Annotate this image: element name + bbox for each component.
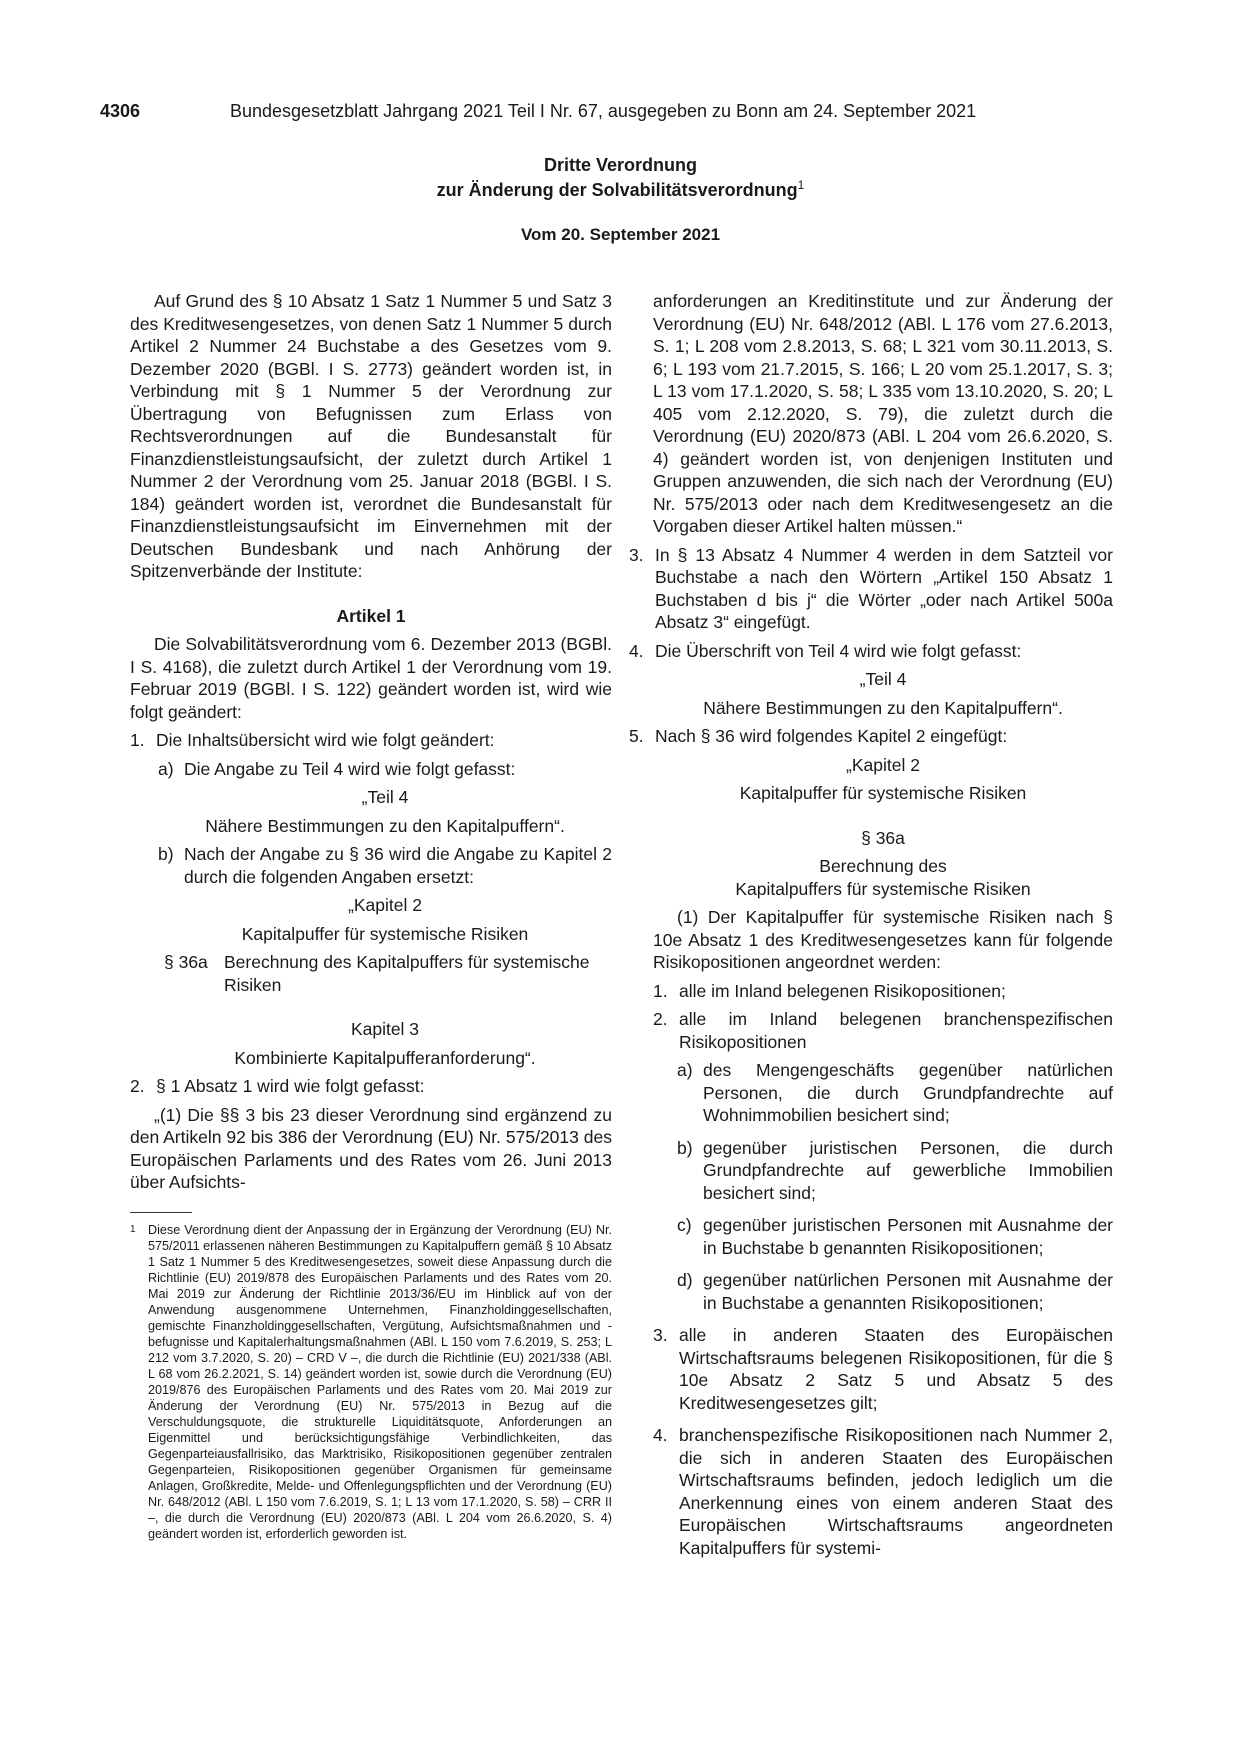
article-intro: Die Solvabilitätsverordnung vom 6. Dezember 2013 (BGBl. I S. 4168), die zuletzt durch Artikel 1 der Verordnung vom 19. Februar 2019 (BGBl. I S. 122) geändert worden ist, wird wie folgt geändert: — [130, 634, 612, 722]
list-item — [653, 1424, 1113, 1559]
list-mark: 2. — [653, 1009, 668, 1029]
list-item — [629, 640, 1113, 663]
list-item — [629, 544, 1113, 634]
list-mark: 4. — [629, 640, 644, 661]
list-mark: 2. — [130, 1076, 145, 1096]
list-text: § 1 Absatz 1 wird wie folgt gefasst: — [156, 1076, 425, 1096]
list-item — [158, 843, 612, 888]
quote-kapitel3: Kapitel 3 — [350, 1019, 420, 1039]
list-text: gegenüber juristischen Personen, die durch Grundpfandrechte auf gewerbliche Immobilien besichert sind; — [703, 1137, 1113, 1203]
list-mark: 4. — [653, 1425, 668, 1445]
list-text: alle in anderen Staaten des Europäischen Wirtschaftsraums belegenen Risikopositionen, für die § 10e Absatz 2 Satz 5 und Absatz 5 des Kreditwesengesetzes gilt; — [679, 1325, 1113, 1413]
list-item — [677, 1137, 1113, 1205]
footnote-text: Diese Verordnung dient der Anpassung der in Ergänzung der Verordnung (EU) Nr. 575/2011 erlassenen näheren Bestimmungen zu Kapitalpuffern gemäß § 10 Absatz 1 Satz 1 Nummer 5 des Kreditwesengesetzes, soweit diese Anpassung durch die Richtlinie (EU) 2019/878 des Europäischen Parlaments und des Rates vom 20. Mai 2019 zur Änderung der Richtlinie 2013/36/EU im Hinblick auf von der Anwendung ausgenommene Unternehmen, Finanzholdinggesellschaften, gemischte Finanzholdinggesellschaften, Vergütung, Aufsichtsmaßnahmen und -befugnisse und Kapitalerhaltungsmaßnahmen (ABl. L 150 vom 7.6.2019, S. 253; L 212 vom 3.7.2020, S. 20) – CRD V –, die durch die Richtlinie (EU) 2021/338 (ABl. L 68 vom 26.2.2021, S. 14) geändert worden ist, sowie durch die Verordnung (EU) 2019/876 des Europäischen Parlaments und des Rates vom 20. Mai 2019 zur Änderung der Verordnung (EU) Nr. 575/2013 in Bezug auf die Verschuldungsquote, die strukturelle Liquiditätsquote, Anforderungen an Eigenmittel und berücksichtigungsfähige Verbindlichkeiten, das Gegenparteiausfallrisiko, das Marktrisiko, Risikopositionen gegenüber zentralen Gegenparteien, Risikopositionen gegenüber Organismen für gemeinsame Anlagen, Großkredite, Melde- und Offenlegungspflichten und der Verordnung (EU) Nr. 648/2012 (ABl. L 150 vom 7.6.2019, S. 1; L 13 vom 17.1.2020, S. 58) – CRR II –, die durch die Verordnung (EU) 2020/873 (ABl. L 204 vom 26.6.2020, S. 4) geändert worden ist, erforderlich geworden ist. — [148, 1223, 612, 1541]
document-title-line1: Dritte Verordnung — [543, 155, 697, 175]
quote-kapitel2: „Kapitel 2 — [348, 895, 422, 915]
list-text: In § 13 Absatz 4 Nummer 4 werden in dem Satzteil vor Buchstabe a nach den Wörtern „Artikel 150 Absatz 1 Buchstaben d bis j“ die Wörter „oder nach Artikel 500a Absatz 3“ eingefügt. — [655, 544, 1113, 632]
list-item — [677, 1059, 1113, 1127]
section-title-line1: Berechnung des — [819, 856, 947, 876]
list-text: Die Überschrift von Teil 4 wird wie folgt gefasst: — [655, 640, 1022, 661]
running-head: Bundesgesetzblatt Jahrgang 2021 Teil I Nr. 67, ausgegeben zu Bonn am 24. September 2021 — [230, 101, 977, 121]
footnote — [130, 1222, 612, 1542]
right-column — [629, 290, 1113, 1559]
list-item — [653, 1324, 1113, 1414]
list-mark: d) — [677, 1270, 693, 1290]
list-item — [653, 980, 1113, 1003]
section-title-line2: Kapitalpuffers für systemische Risiken — [735, 878, 1031, 899]
list-item — [653, 1008, 1113, 1053]
list-mark: 5. — [629, 726, 644, 746]
list-item — [629, 725, 1113, 748]
quote-kapitel2-title: Kapitalpuffer für systemische Risiken — [241, 923, 529, 944]
toc-entry — [164, 951, 612, 996]
list-item — [677, 1269, 1113, 1314]
footnote-ref: 1 — [797, 178, 805, 192]
list-mark: b) — [158, 844, 174, 864]
list-mark: 3. — [629, 544, 644, 565]
list-mark: a) — [677, 1060, 693, 1080]
quote-teil4: „Teil 4 — [361, 787, 409, 807]
section-paragraph: (1) Der Kapitalpuffer für systemische Risiken nach § 10e Absatz 1 des Kreditwesengesetzes kann für folgende Risikopositionen angeordnet werden: — [653, 907, 1113, 972]
footnote-mark: 1 — [130, 1224, 136, 1235]
list-text: gegenüber natürlichen Personen mit Ausnahme der in Buchstabe a genannten Risikopositionen; — [703, 1270, 1113, 1313]
list-item — [130, 729, 612, 752]
list-mark: b) — [677, 1137, 693, 1158]
list-item — [677, 1214, 1113, 1259]
list-text: alle im Inland belegenen Risikopositionen; — [679, 980, 1006, 1001]
left-column — [130, 290, 612, 1194]
list-text: Nach der Angabe zu § 36 wird die Angabe zu Kapitel 2 durch die folgenden Angaben ersetzt: — [184, 844, 612, 887]
quote-teil4-title: Nähere Bestimmungen zu den Kapitalpuffern“. — [703, 697, 1063, 718]
quote-paragraph: „(1) Die §§ 3 bis 23 dieser Verordnung sind ergänzend zu den Artikeln 92 bis 386 der Verordnung (EU) Nr. 575/2013 des Europäischen Parlaments und des Rates vom 26. Juni 2013 über Aufsichts- — [130, 1104, 612, 1192]
list-item — [158, 758, 612, 781]
quote-teil4-title: Nähere Bestimmungen zu den Kapitalpuffern“. — [205, 815, 565, 836]
quote-kapitel2: „Kapitel 2 — [846, 754, 920, 775]
quote-teil4: „Teil 4 — [859, 669, 907, 689]
article-heading: Artikel 1 — [336, 605, 406, 626]
page-number: 4306 — [100, 101, 141, 121]
list-text: des Mengengeschäfts gegenüber natürlichen Personen, die durch Grundpfandrechte auf Wohnimmobilien besichert sind; — [703, 1060, 1113, 1125]
document-title-line2 — [0, 178, 1241, 201]
footnote-divider — [130, 1212, 192, 1213]
list-text: Die Angabe zu Teil 4 wird wie folgt gefasst: — [184, 758, 516, 779]
quote-kapitel3-title: Kombinierte Kapitalpufferanforderung“. — [234, 1047, 536, 1068]
list-text: branchenspezifische Risikopositionen nach Nummer 2, die sich in anderen Staaten des Europäischen Wirtschaftsraums befinden, jedoch lediglich um die Anerkennung eines von einem anderen Staat des Europäischen Wirtschaftsraums angeordneten Kapitalpuffers für systemi- — [679, 1425, 1113, 1558]
quote-continuation: anforderungen an Kreditinstitute und zur Änderung der Verordnung (EU) Nr. 648/2012 (ABl. L 176 vom 27.6.2013, S. 1; L 208 vom 2.8.2013, S. 68; L 321 vom 30.11.2013, S. 6; L 193 vom 21.7.2015, S. 166; L 20 vom 25.1.2017, S. 3; L 13 vom 17.1.2020, S. 58; L 335 vom 13.10.2020, S. 20; L 405 vom 2.12.2020, S. 79), die zuletzt durch die Verordnung (EU) 2020/873 (ABl. L 204 vom 26.6.2020, S. 4) geändert worden ist, von denjenigen Instituten und Gruppen anzuwenden, die sich nach der Verordnung (EU) Nr. 575/2013 oder nach dem Kreditwesengesetz an die Vorgaben dieser Artikel halten müssen.“ — [653, 291, 1113, 536]
list-mark: 3. — [653, 1325, 668, 1345]
toc-text: Berechnung des Kapitalpuffers für systemische Risiken — [224, 952, 590, 995]
list-mark: c) — [677, 1215, 692, 1235]
list-text: alle im Inland belegenen branchenspezifischen Risikopositionen — [679, 1009, 1113, 1052]
document-title-text: zur Änderung der Solvabilitätsverordnung — [436, 180, 798, 200]
document-date: Vom 20. September 2021 — [520, 225, 721, 244]
list-text: Nach § 36 wird folgendes Kapitel 2 eingefügt: — [655, 726, 1008, 746]
section-number: § 36a — [861, 827, 905, 848]
preamble: Auf Grund des § 10 Absatz 1 Satz 1 Nummer 5 und Satz 3 des Kreditwesengesetzes, von denen Satz 1 Nummer 5 durch Artikel 2 Nummer 24 Buchstabe a des Gesetzes vom 9. Dezember 2020 (BGBl. I S. 2773) geändert worden ist, in Verbindung mit § 1 Nummer 5 der Verordnung zur Übertragung von Befugnissen zum Erlass von Rechtsverordnungen auf die Bundesanstalt für Finanzdienstleistungsaufsicht, der zuletzt durch Artikel 1 Nummer 2 der Verordnung vom 25. Januar 2018 (BGBl. I S. 184) geändert worden ist, verordnet die Bundesanstalt für Finanzdienstleistungsaufsicht im Einvernehmen mit der Deutschen Bundesbank und nach Anhörung der Spitzenverbände der Institute: — [130, 291, 612, 581]
list-text: Die Inhaltsübersicht wird wie folgt geändert: — [156, 730, 495, 750]
quote-kapitel2-title: Kapitalpuffer für systemische Risiken — [739, 783, 1027, 803]
list-mark: a) — [158, 758, 174, 779]
list-mark: 1. — [653, 980, 668, 1001]
toc-mark: § 36a — [164, 952, 208, 972]
list-mark: 1. — [130, 730, 145, 750]
list-item — [130, 1075, 612, 1098]
list-text: gegenüber juristischen Personen mit Ausnahme der in Buchstabe b genannten Risikopositionen; — [703, 1215, 1113, 1258]
